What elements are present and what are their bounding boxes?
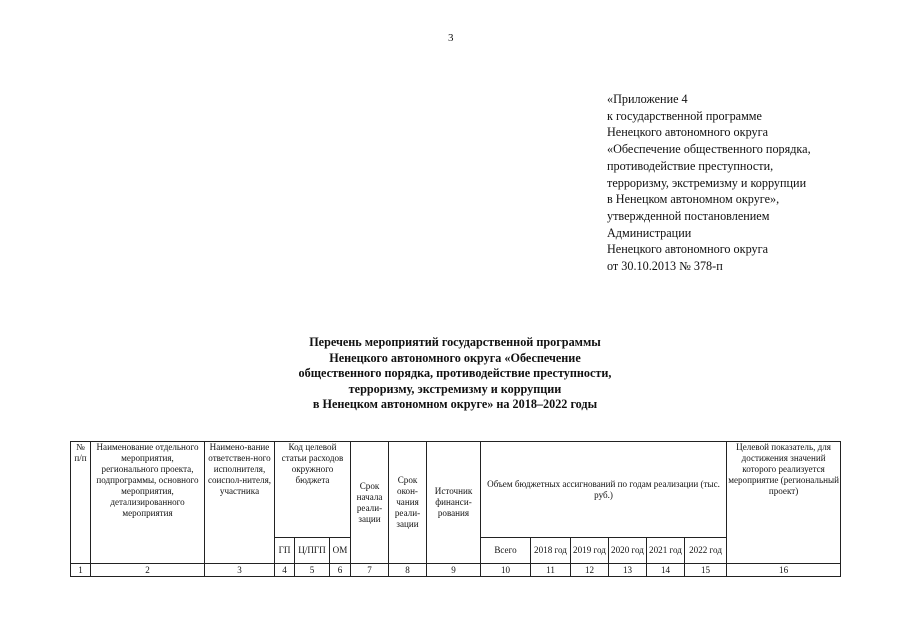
header-executor: Наимено-вание ответствен-ного исполнителя, соиспол-нителя, участника	[205, 442, 275, 564]
appendix-line: к государственной программе	[607, 108, 762, 123]
header-budget-code: Код целевой статьи расходов окружного бюджета	[275, 442, 351, 538]
appendix-line: «Приложение 4	[607, 92, 688, 106]
header-start-date: Срок начала реали-зации	[351, 442, 389, 564]
column-number: 6	[330, 564, 351, 577]
column-number-row	[71, 564, 841, 577]
appendix-line: терроризму, экстремизму и коррупции	[607, 175, 807, 190]
appendix-line: «Обеспечение общественного порядка,	[607, 142, 811, 157]
header-year: 2022 год	[685, 538, 727, 564]
header-om: ОМ	[330, 538, 351, 564]
column-number: 8	[389, 564, 427, 577]
column-number: 12	[571, 564, 609, 577]
header-year: 2021 год	[647, 538, 685, 564]
header-total: Всего	[481, 538, 531, 564]
document-title	[240, 335, 670, 413]
column-number: 3	[205, 564, 275, 577]
column-number: 15	[685, 564, 727, 577]
header-funding-source: Источник финанси-рования	[427, 442, 481, 564]
column-number: 11	[531, 564, 571, 577]
header-target-indicator: Целевой показатель, для достижения значений которого реализуется мероприятие (региональный проект)	[727, 442, 841, 564]
column-number: 13	[609, 564, 647, 577]
appendix-line: Администрации	[607, 225, 692, 240]
column-number: 2	[91, 564, 205, 577]
title-line: Перечень мероприятий государственной программы	[309, 335, 601, 349]
header-gp: ГП	[275, 538, 295, 564]
column-number: 16	[727, 564, 841, 577]
title-line: терроризму, экстремизму и коррупции	[348, 381, 562, 396]
column-number: 5	[295, 564, 330, 577]
measures-table	[70, 441, 841, 577]
appendix-line: Ненецкого автономного округа	[607, 125, 769, 140]
title-line: в Ненецком автономном округе» на 2018–2022 годы	[312, 397, 598, 412]
column-number: 7	[351, 564, 389, 577]
appendix-note	[607, 91, 857, 275]
header-tsgp: Ц/ПГП	[295, 538, 330, 564]
appendix-line: от 30.10.2013 № 378-п	[607, 259, 723, 274]
title-line: Ненецкого автономного округа «Обеспечение	[329, 350, 581, 365]
column-number: 1	[71, 564, 91, 577]
appendix-line: противодействие преступности,	[607, 158, 774, 173]
header-no: № п/п	[71, 442, 91, 564]
header-budget-volume: Объем бюджетных ассигнований по годам реализации (тыс. руб.)	[481, 442, 727, 538]
appendix-line: в Ненецком автономном округе»,	[607, 192, 780, 207]
column-number: 9	[427, 564, 481, 577]
appendix-line: утвержденной постановлением	[607, 208, 770, 223]
column-number: 10	[481, 564, 531, 577]
page-number: 3	[448, 32, 454, 44]
title-line: общественного порядка, противодействие преступности,	[298, 366, 612, 381]
appendix-line: Ненецкого автономного округа	[607, 242, 769, 257]
header-year: 2019 год	[571, 538, 609, 564]
column-number: 14	[647, 564, 685, 577]
header-year: 2018 год	[531, 538, 571, 564]
header-measure-name: Наименование отдельного мероприятия, регионального проекта, подпрограммы, основного мероприятия, детализированного мероприятия	[91, 442, 205, 564]
column-number: 4	[275, 564, 295, 577]
header-year: 2020 год	[609, 538, 647, 564]
header-end-date: Срок окон-чания реали-зации	[389, 442, 427, 564]
